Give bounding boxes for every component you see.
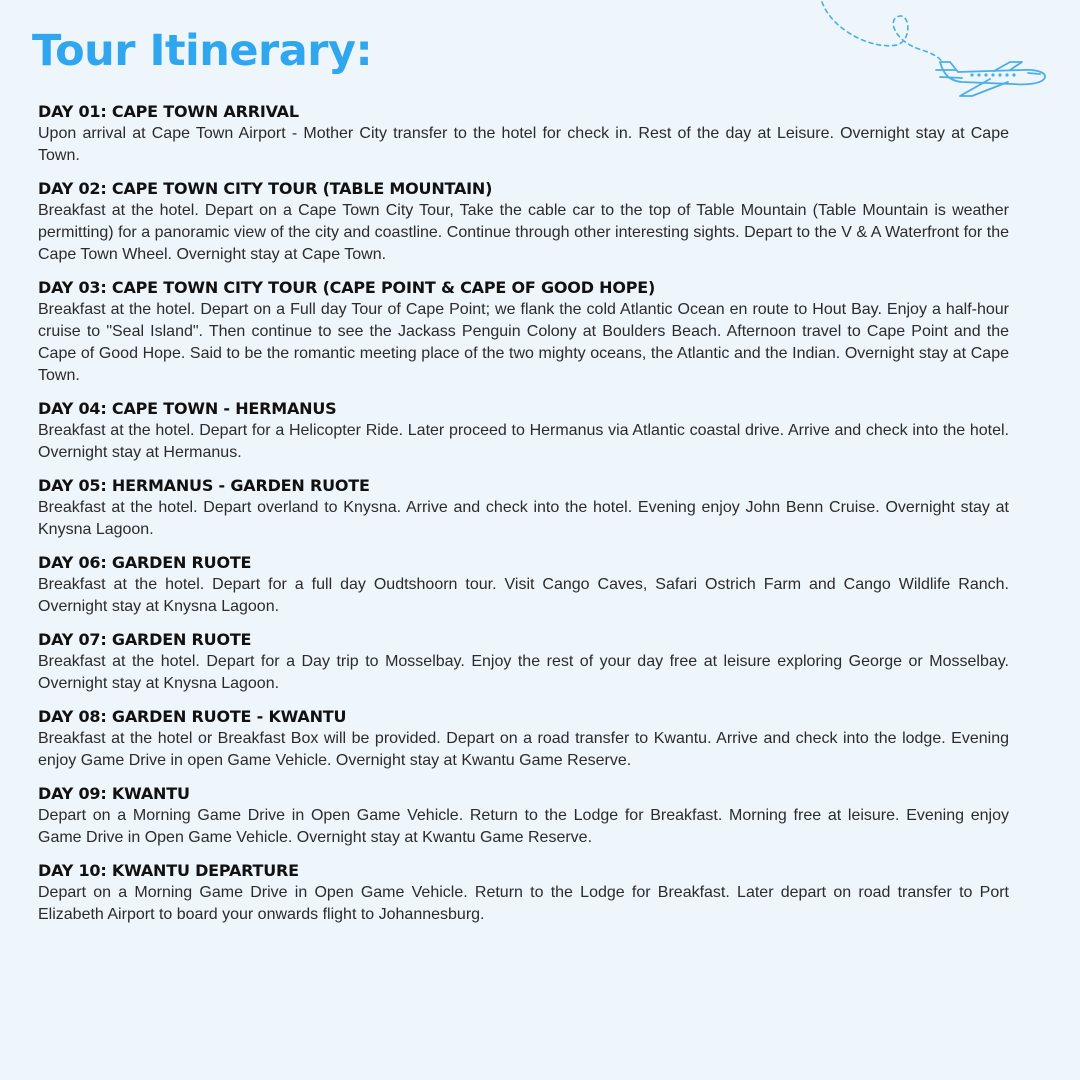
itinerary-list: [38, 101, 1009, 937]
day-heading: DAY 08: GARDEN RUOTE - KWANTU: [38, 707, 347, 726]
day-heading: DAY 09: KWANTU: [38, 784, 190, 803]
day-item: [38, 101, 1009, 167]
day-description: Breakfast at the hotel. Depart for a Helicopter Ride. Later proceed to Hermanus via Atlantic coastal drive. Arrive and check into the hotel. Overnight stay at Hermanus.: [38, 422, 1009, 461]
day-item: [38, 398, 1009, 464]
day-description: Depart on a Morning Game Drive in Open Game Vehicle. Return to the Lodge for Breakfast. Later depart on road transfer to Port Elizabeth Airport to board your onwards flight to Johannesburg.: [38, 884, 1009, 923]
day-item: [38, 178, 1009, 266]
day-item: [38, 706, 1009, 772]
day-item: [38, 860, 1009, 926]
airplane-icon: [812, 0, 1052, 104]
day-heading: DAY 05: HERMANUS - GARDEN RUOTE: [38, 476, 370, 495]
day-item: [38, 277, 1009, 387]
day-item: [38, 783, 1009, 849]
day-description: Breakfast at the hotel. Depart for a Day trip to Mosselbay. Enjoy the rest of your day free at leisure exploring George or Mosselbay. Overnight stay at Knysna Lagoon.: [38, 653, 1009, 692]
day-heading: DAY 01: CAPE TOWN ARRIVAL: [38, 102, 299, 121]
day-heading: DAY 06: GARDEN RUOTE: [38, 553, 252, 572]
flight-path-dashed: [822, 2, 942, 62]
day-heading: DAY 04: CAPE TOWN - HERMANUS: [38, 399, 337, 418]
page-title: Tour Itinerary:: [32, 26, 373, 76]
day-heading: DAY 03: CAPE TOWN CITY TOUR (CAPE POINT & CAPE OF GOOD HOPE): [38, 278, 656, 297]
day-heading: DAY 02: CAPE TOWN CITY TOUR (TABLE MOUNTAIN): [38, 179, 493, 198]
day-heading: DAY 10: KWANTU DEPARTURE: [38, 861, 299, 880]
day-description: Upon arrival at Cape Town Airport - Mother City transfer to the hotel for check in. Rest of the day at Leisure. Overnight stay at Cape Town.: [38, 125, 1009, 164]
day-item: [38, 629, 1009, 695]
day-description: Breakfast at the hotel. Depart on a Cape Town City Tour, Take the cable car to the top of Table Mountain (Table Mountain is weather permitting) for a panoramic view of the city and coastline. Continue through other interesting sights. Depart to the V & A Waterfront for the Cape Town Wheel. Overnight stay at Cape Town.: [38, 202, 1009, 263]
day-description: Breakfast at the hotel. Depart on a Full day Tour of Cape Point; we flank the cold Atlantic Ocean en route to Hout Bay. Enjoy a half-hour cruise to "Seal Island". Then continue to see the Jackass Penguin Colony at Boulders Beach. Afternoon travel to Cape Point and the Cape of Good Hope. Said to be the romantic meeting place of the two mighty oceans, the Atlantic and the Indian. Overnight stay at Cape Town.: [38, 301, 1009, 384]
day-description: Breakfast at the hotel or Breakfast Box will be provided. Depart on a road transfer to Kwantu. Arrive and check into the lodge. Evening enjoy Game Drive in open Game Vehicle. Overnight stay at Kwantu Game Reserve.: [38, 730, 1009, 769]
day-description: Depart on a Morning Game Drive in Open Game Vehicle. Return to the Lodge for Breakfast. Morning free at leisure. Evening enjoy Game Drive in Open Game Vehicle. Overnight stay at Kwantu Game Reserve.: [38, 807, 1009, 846]
day-description: Breakfast at the hotel. Depart for a full day Oudtshoorn tour. Visit Cango Caves, Safari Ostrich Farm and Cango Wildlife Ranch. Overnight stay at Knysna Lagoon.: [38, 576, 1009, 615]
day-heading: DAY 07: GARDEN RUOTE: [38, 630, 252, 649]
day-item: [38, 475, 1009, 541]
day-description: Breakfast at the hotel. Depart overland to Knysna. Arrive and check into the hotel. Evening enjoy John Benn Cruise. Overnight stay at Knysna Lagoon.: [38, 499, 1009, 538]
day-item: [38, 552, 1009, 618]
